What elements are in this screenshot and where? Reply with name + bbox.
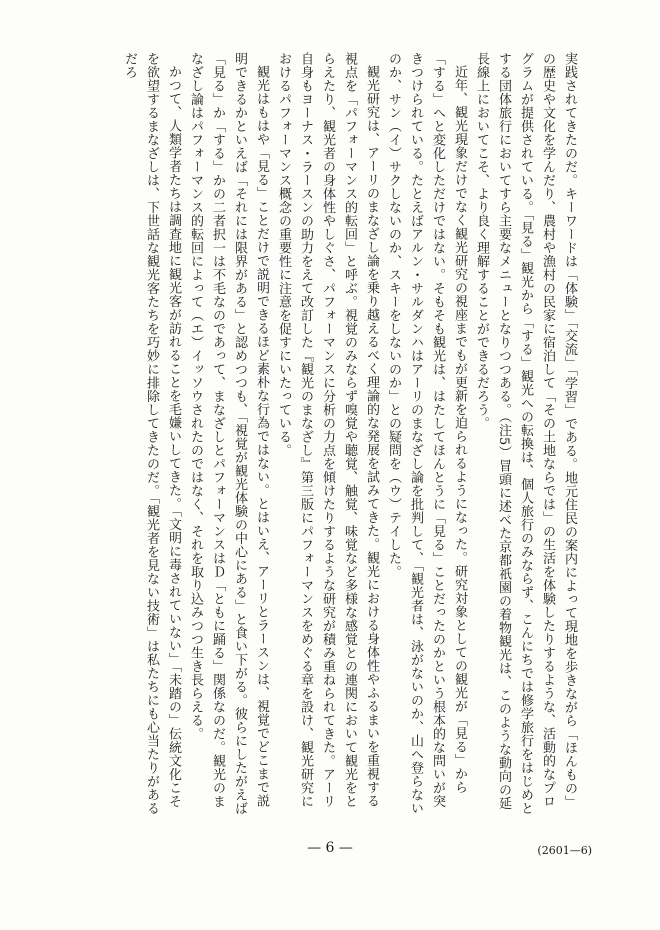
paragraph-3: 観光研究は、アーリのまなざし論を乗り越えるべく理論的な発展を試みてきた。観光における身体性やふるまいを重視する視点を「パフォーマンス的転回」と呼ぶ。視覚のみならず嗅覚や聴覚、触覚、味覚など多様な感覚との連関において観光をとらえたり、観光者の身体性やしぐさ、パフォーマンスに分析の力点を傾けたりするような研究が積み重ねられてきた。アーリ自身もヨーナス・ラースンの助力をえて改訂した『観光のまなざし』第三版にパフォーマンスをめぐる章を設け、観光研究におけるパフォーマンス概念の重要性に注意を促すにいたっている。 bbox=[276, 52, 379, 808]
paragraph-1: 実践されてきたのだ。キーワードは「体験」「交流」「学習」である。地元住民の案内によって現地を歩きながら「ほんもの」の歴史や文化を学んだり、農村や漁村の民家に宿泊して「その土地ならでは」の生活を体験したりするような、活動的なプログラムが提供されている。「見る」観光から「する」観光への転換は、個人旅行のみならず、こんにちでは修学旅行をはじめとする団体旅行においてすら主要なメニューとなりつつある。（注5）冒頭に述べた京都祇園の着物観光は、このような動向の延長線上においてこそ、より良く理解することができるだろう。 bbox=[474, 52, 577, 815]
exam-code: (2601—6) bbox=[537, 844, 592, 857]
paragraph-2: 近年、観光現象だけでなく観光研究の視座までもが更新を迫られるようになった。研究対象としての観光が「見る」から「する」へと変化しただけではない。そもそも観光は、はたしてほんとうに「見る」ことだったのかという根本的な問いが突きつけられている。たとえばアルン・サルダンハはアーリのまなざし論を批判して、「観光者は、泳がないのか、山へ登らないのか、サン（イ）サクしないのか、スキーをしないのか」との疑問を（ウ）テイした。 bbox=[386, 52, 467, 815]
paragraph-5: かつて、人類学者たちは調査地に観光客が訪れることを毛嫌いしてきた。「文明に毒されていない」「未踏の」伝統文化こそを欲望するまなざしは、下世話な観光客たちを巧妙に排除してきたのだ。「観光者を見ない技術」は私たちにも心当たりがあるだろ bbox=[122, 52, 181, 815]
page-number: — 6 — bbox=[307, 840, 353, 856]
paragraph-4: 観光はもはや「見る」ことだけで説明できるほど素朴な行為ではない。とはいえ、アーリとラースンは、視覚でどこまで説明できるかといえば「それには限界がある」と認めつつも、「視覚が観光体験の中心にある」と食い下がる。彼らにしたがえば「見る」か「する」かの二者択一は不毛なのであって、まなざしとパフォーマンスはＤ「ともに踊る」関係なのだ。観光のまなざし論はパフォーマンス的転回によって（エ）イッソウされたのではなく、それを取り込みつつ生き長らえる。 bbox=[188, 52, 269, 815]
vertical-text-body bbox=[72, 52, 580, 818]
